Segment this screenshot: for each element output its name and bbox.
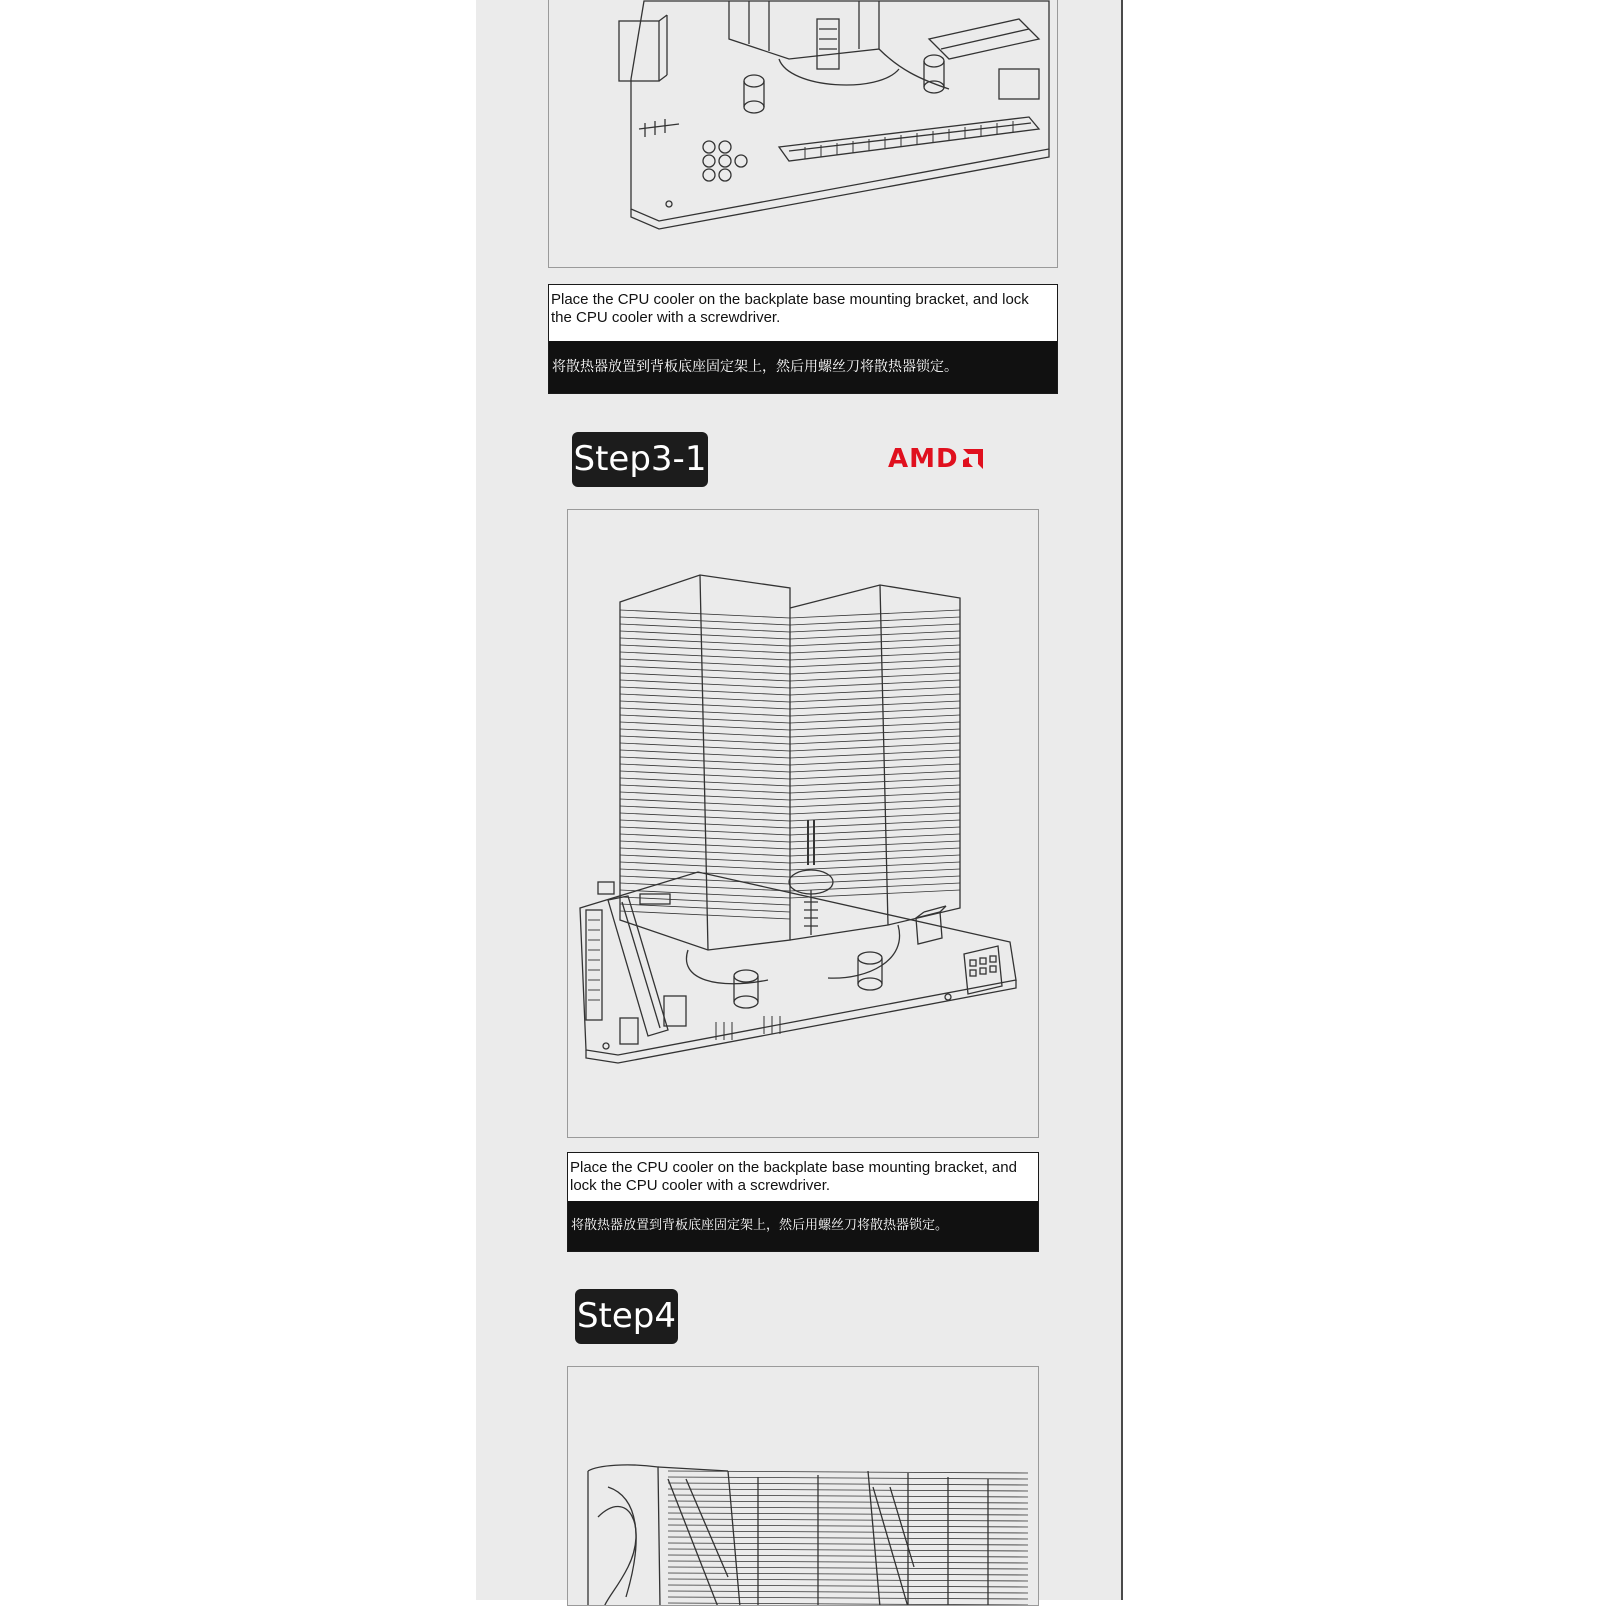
step3-1-caption-en: Place the CPU cooler on the backplate base mounting bracket, and lock the CPU cooler with a screwdriver. xyxy=(570,1159,1017,1194)
illustration-cooler-amd-board xyxy=(567,509,1039,1138)
step-prev-caption-en: Place the CPU cooler on the backplate base mounting bracket, and lock the CPU cooler with a screwdriver. xyxy=(551,291,1029,326)
step-prev-caption-zh: 将散热器放置到背板底座固定架上，然后用螺丝刀将散热器锁定。 xyxy=(549,341,1057,393)
illustration-fan-install xyxy=(567,1366,1039,1606)
amd-logo xyxy=(888,444,985,474)
amd-arrow-icon xyxy=(961,447,985,471)
panel-right-border xyxy=(1121,0,1123,1600)
step3-1-caption xyxy=(567,1152,1039,1252)
step3-1-badge: Step3-1 xyxy=(572,432,708,487)
illustration-cooler-mounted-intel xyxy=(548,0,1058,268)
step3-1-caption-zh: 将散热器放置到背板底座固定架上，然后用螺丝刀将散热器锁定。 xyxy=(568,1201,1038,1251)
amd-logo-text: AMD xyxy=(888,444,959,474)
step4-badge: Step4 xyxy=(575,1289,678,1344)
step-prev-caption xyxy=(548,284,1058,394)
